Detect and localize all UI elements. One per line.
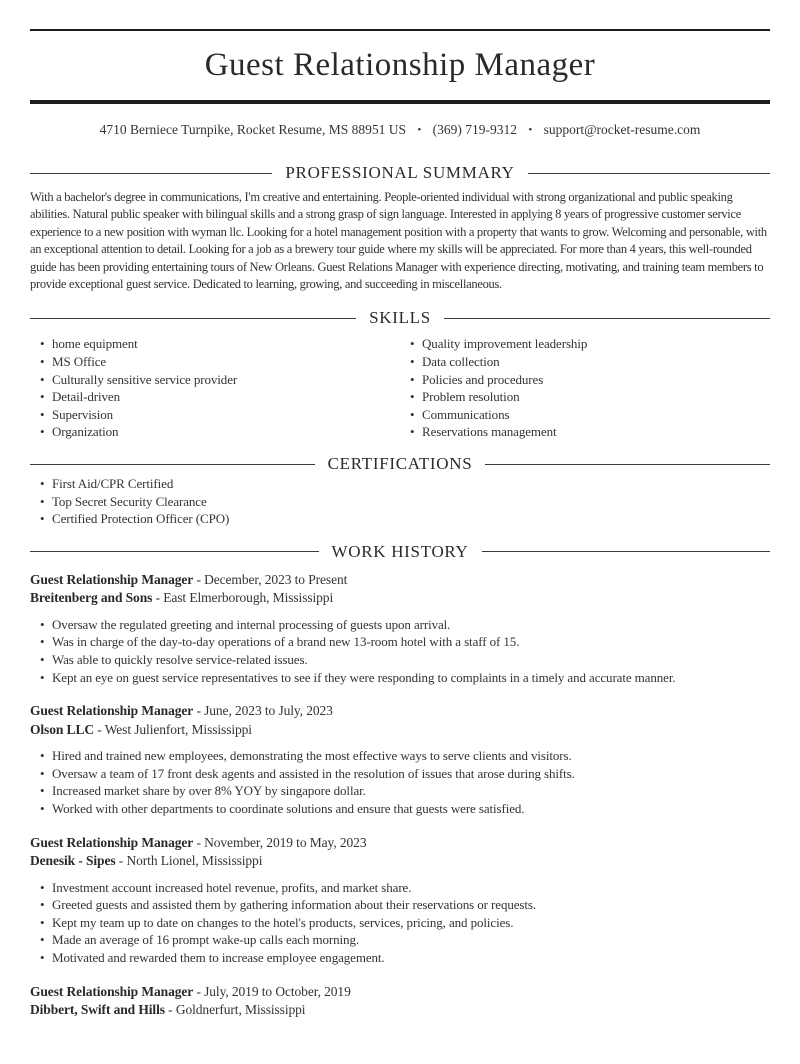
job-company: Dibbert, Swift and Hills (30, 1002, 165, 1017)
job-entry (30, 702, 770, 817)
skills-list-right (400, 335, 770, 441)
list-item: • Was able to quickly resolve service-related issues. (30, 651, 770, 669)
skills-columns (30, 335, 770, 441)
contact-address: 4710 Berniece Turnpike, Rocket Resume, MS 88951 US (99, 122, 406, 137)
list-item: • Kept my team up to date on changes to the hotel's products, services, pricing, and policies. (30, 914, 770, 932)
list-item: • Quality improvement leadership (400, 335, 770, 353)
list-item: • home equipment (30, 335, 400, 353)
job-bullet-list (30, 879, 770, 967)
job-company-line (30, 1001, 770, 1020)
job-entry (30, 834, 770, 967)
list-item: • Hired and trained new employees, demonstrating the most effective ways to serve clients and visitors. (30, 747, 770, 765)
section-title: CERTIFICATIONS (327, 454, 473, 473)
page-title: Guest Relationship Manager (204, 47, 596, 83)
job-location: - North Lionel, Mississippi (118, 853, 263, 869)
job-bullet-list (30, 616, 770, 686)
list-item: • MS Office (30, 353, 400, 371)
job-title: Guest Relationship Manager (30, 703, 194, 719)
section-rule-left (30, 464, 315, 465)
list-item: • Communications (400, 406, 770, 424)
job-dates: - July, 2019 to October, 2019 (196, 983, 351, 999)
job-company: Breitenberg and Sons (30, 590, 153, 606)
job-bullet-list (30, 747, 770, 817)
section-title: SKILLS (369, 308, 431, 328)
list-item: • First Aid/CPR Certified (30, 475, 770, 493)
section-title: PROFESSIONAL SUMMARY (285, 163, 515, 182)
job-company-line (30, 852, 770, 871)
list-item: • Data collection (400, 353, 770, 371)
list-item: • Greeted guests and assisted them by gathering information about their reservations or requests. (30, 896, 770, 914)
list-item: • Culturally sensitive service provider (30, 371, 400, 389)
list-item: • Problem resolution (400, 388, 770, 406)
job-location: - Goldnerfurt, Mississippi (168, 1002, 306, 1017)
section-rule-right (444, 318, 770, 319)
job-title: Guest Relationship Manager (30, 834, 194, 850)
top-rule (30, 29, 770, 31)
job-company: Denesik - Sipes (30, 853, 116, 869)
job-company-line (30, 589, 770, 608)
section-rule-left (30, 173, 272, 174)
certifications-list (30, 475, 770, 528)
contact-email: support@rocket-resume.com (543, 122, 701, 137)
list-item: • Kept an eye on guest service representatives to see if they were responding to complaints in a timely and accurate manner. (30, 669, 770, 687)
list-item: • Motivated and rewarded them to increase employee engagement. (30, 949, 770, 967)
resume-page (0, 29, 800, 1020)
list-item: • Investment account increased hotel revenue, profits, and market share. (30, 879, 770, 897)
list-item: • Made an average of 16 prompt wake-up calls each morning. (30, 931, 770, 949)
list-item: • Was in charge of the day-to-day operations of a brand new 13-room hotel with a staff of 15. (30, 633, 770, 651)
job-entry (30, 571, 770, 686)
work-history-entries (30, 571, 770, 1020)
list-item: • Policies and procedures (400, 371, 770, 389)
section-header-work-history (30, 541, 770, 563)
contact-line (30, 121, 770, 140)
section-rule-right (528, 173, 770, 174)
job-location: - West Julienfort, Mississippi (97, 721, 252, 737)
title-divider (30, 100, 770, 104)
job-title-line (30, 983, 770, 1002)
list-item: • Top Secret Security Clearance (30, 493, 770, 511)
skills-list-left (30, 335, 400, 441)
list-item: • Detail-driven (30, 388, 400, 406)
job-company-line (30, 721, 770, 740)
section-rule-left (30, 551, 319, 552)
section-header-skills (30, 307, 770, 329)
section-header-certifications (30, 453, 770, 475)
job-location: - East Elmerborough, Mississippi (155, 590, 334, 606)
section-rule-right (485, 464, 770, 465)
list-item: • Supervision (30, 406, 400, 424)
job-title-line (30, 702, 770, 721)
list-item: • Reservations management (400, 423, 770, 441)
job-title-line (30, 571, 770, 590)
list-item: • Oversaw a team of 17 front desk agents and assisted in the resolution of issues that arose during shifts. (30, 765, 770, 783)
contact-separator: • (417, 124, 422, 136)
summary-paragraph: With a bachelor's degree in communications, I'm creative and entertaining. People-oriented individual with strong organizational and public speaking abilities. Natural public speaker with bilingual skills and a strong grasp of sign language. Interested in applying 8 years of progressive customer service experience to a new position with wyman llc. Looking for a hotel management position with a property that wants to grow. Welcoming and personable, with an exceptional attention to detail. Looking for a job as a brewery tour guide where my skills will be appreciated. For more than 4 years, this well-rounded guide has been providing entertaining tours of New Orleans. Guest Relations Manager with experience directing, motivating, and training team members to provide exceptional guest service. Dedicated to learning, growing, and succeeding in miscellaneous. (30, 190, 767, 292)
list-item: • Certified Protection Officer (CPO) (30, 510, 770, 528)
job-title-line (30, 834, 770, 853)
job-dates: - November, 2019 to May, 2023 (196, 834, 367, 850)
job-company: Olson LLC (30, 721, 94, 737)
list-item: • Increased market share by over 8% YOY by singapore dollar. (30, 782, 770, 800)
contact-separator: • (528, 124, 533, 136)
job-title: Guest Relationship Manager (30, 571, 194, 587)
section-header-summary (30, 162, 770, 184)
section-rule-left (30, 318, 356, 319)
section-rule-right (482, 551, 771, 552)
list-item: • Oversaw the regulated greeting and internal processing of guests upon arrival. (30, 616, 770, 634)
list-item: • Organization (30, 423, 400, 441)
job-entry (30, 983, 770, 1020)
job-title: Guest Relationship Manager (30, 983, 194, 999)
job-dates: - June, 2023 to July, 2023 (196, 703, 333, 719)
list-item: • Worked with other departments to coordinate solutions and ensure that guests were satisfied. (30, 800, 770, 818)
contact-phone: (369) 719-9312 (432, 122, 517, 137)
job-dates: - December, 2023 to Present (196, 571, 348, 587)
section-title: WORK HISTORY (331, 541, 469, 561)
